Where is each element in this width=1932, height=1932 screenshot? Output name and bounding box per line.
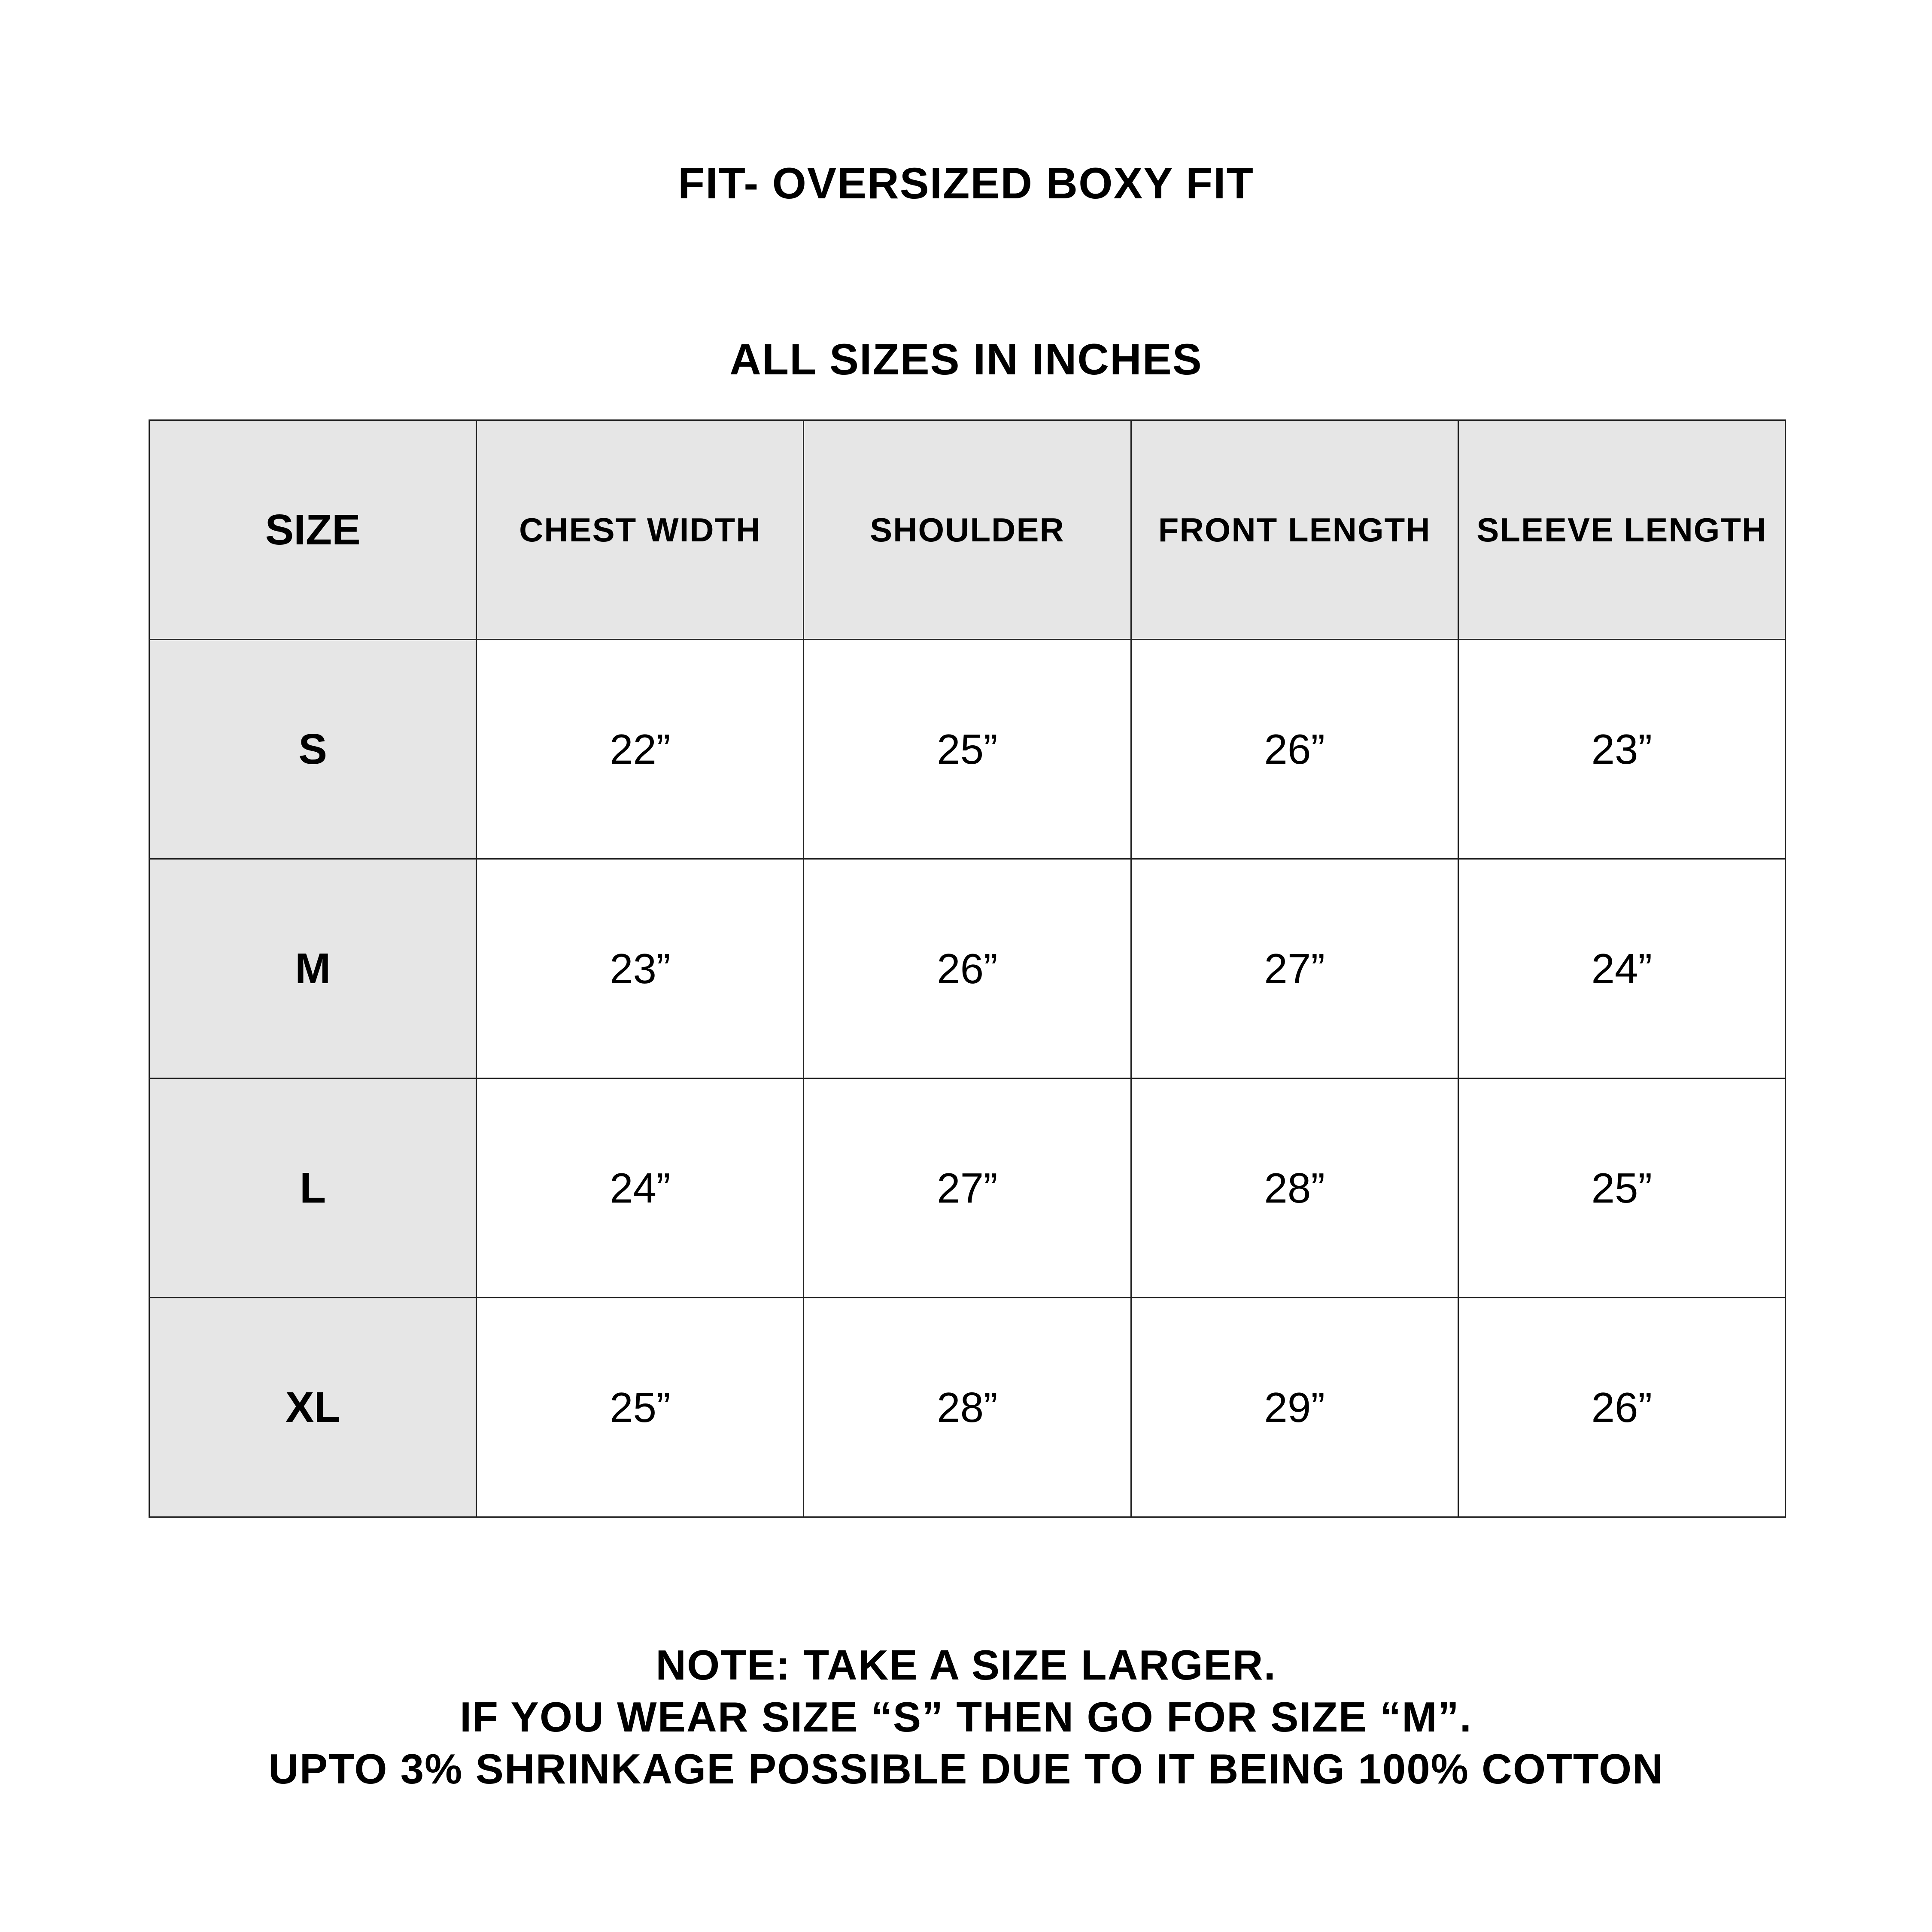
shoulder-value: 26” (804, 859, 1131, 1078)
size-label: S (149, 640, 477, 859)
front-length-value: 28” (1131, 1078, 1458, 1298)
size-label: L (149, 1078, 477, 1298)
front-length-value: 26” (1131, 640, 1458, 859)
units-title: ALL SIZES IN INCHES (729, 335, 1203, 384)
table-row-s (149, 640, 1786, 859)
shoulder-value: 27” (804, 1078, 1131, 1298)
sleeve-length-value: 26” (1458, 1298, 1785, 1517)
sleeve-length-value: 25” (1458, 1078, 1785, 1298)
sleeve-length-value: 23” (1458, 640, 1785, 859)
table-row-m (149, 859, 1786, 1078)
sleeve-length-value: 24” (1458, 859, 1785, 1078)
size-notes (0, 1639, 1932, 1795)
column-header-size: SIZE (149, 420, 477, 640)
chest-width-value: 25” (477, 1298, 804, 1517)
note-size-recommendation: IF YOU WEAR SIZE “S” THEN GO FOR SIZE “M”. (459, 1693, 1473, 1741)
shoulder-value: 28” (804, 1298, 1131, 1517)
table-header-row (149, 420, 1786, 640)
column-header-chest-width: CHEST WIDTH (477, 420, 804, 640)
note-shrinkage: UPTO 3% SHRINKAGE POSSIBLE DUE TO IT BEING 100% COTTON (268, 1745, 1664, 1792)
note-take-size-larger: NOTE: TAKE A SIZE LARGER. (656, 1641, 1276, 1689)
table-row-l (149, 1078, 1786, 1298)
front-length-value: 29” (1131, 1298, 1458, 1517)
column-header-shoulder: SHOULDER (804, 420, 1131, 640)
shoulder-value: 25” (804, 640, 1131, 859)
table-row-xl (149, 1298, 1786, 1517)
size-label: XL (149, 1298, 477, 1517)
front-length-value: 27” (1131, 859, 1458, 1078)
chest-width-value: 24” (477, 1078, 804, 1298)
fit-title: FIT- OVERSIZED BOXY FIT (678, 159, 1254, 208)
chest-width-value: 22” (477, 640, 804, 859)
chest-width-value: 23” (477, 859, 804, 1078)
size-label: M (149, 859, 477, 1078)
size-chart-table (149, 419, 1786, 1518)
column-header-front-length: FRONT LENGTH (1131, 420, 1458, 640)
column-header-sleeve-length: SLEEVE LENGTH (1458, 420, 1785, 640)
